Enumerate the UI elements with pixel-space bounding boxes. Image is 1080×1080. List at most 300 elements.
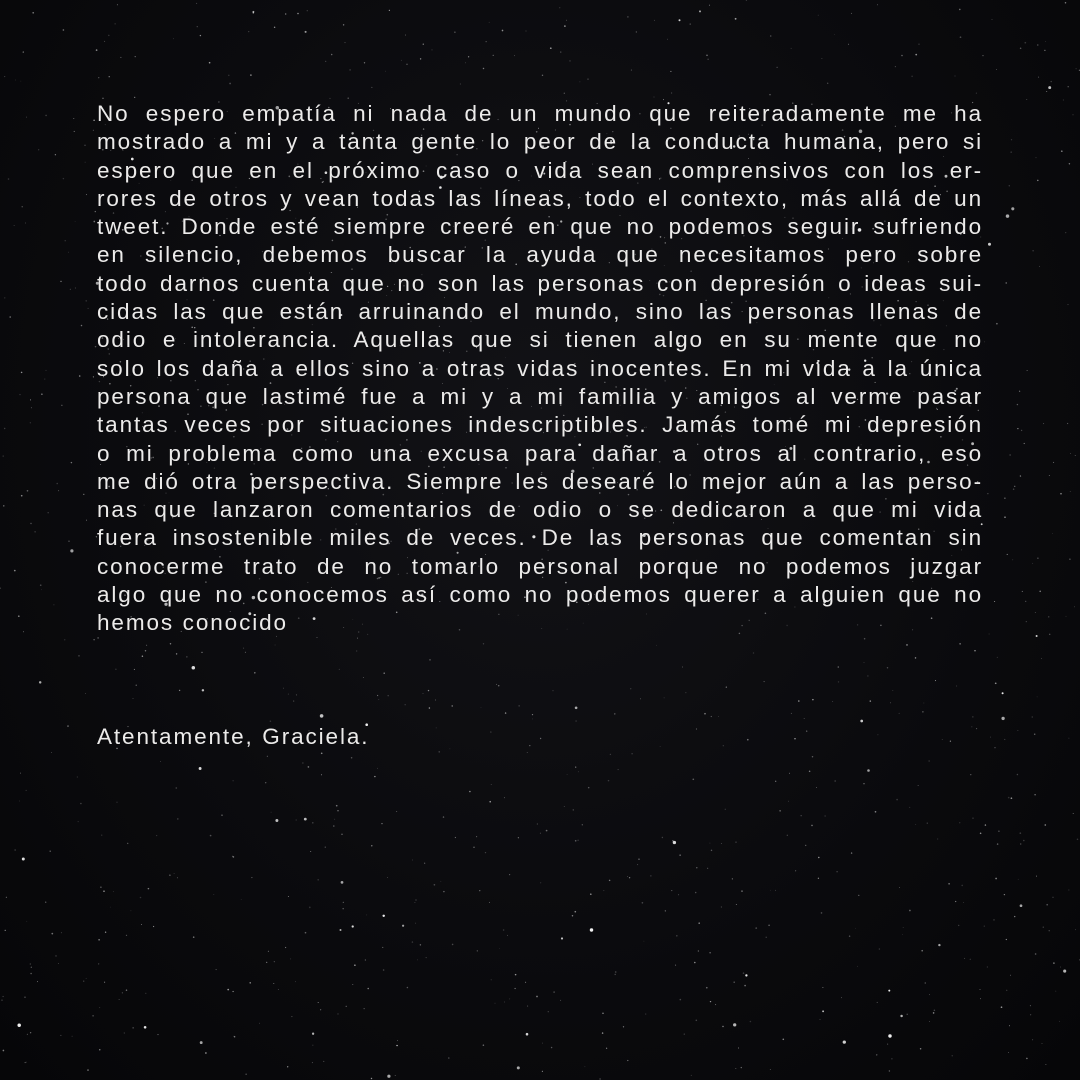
star <box>1069 558 1071 560</box>
star <box>929 1021 930 1022</box>
star <box>60 281 61 282</box>
star <box>606 1048 607 1049</box>
star <box>627 1060 628 1061</box>
star <box>514 988 515 989</box>
star <box>126 935 127 936</box>
star <box>337 810 338 811</box>
star <box>637 864 638 865</box>
star <box>352 984 353 985</box>
star <box>769 94 771 96</box>
star <box>1018 879 1019 880</box>
star <box>22 858 25 861</box>
star <box>196 3 197 4</box>
star <box>96 49 98 51</box>
star <box>17 1023 20 1026</box>
star <box>509 874 510 875</box>
letter-signature: Atentamente, Graciela. <box>97 723 370 749</box>
star <box>213 894 214 895</box>
letter-line: todo darnos cuenta que no son las personas con depresión o ideas sui- <box>97 270 983 296</box>
star <box>108 35 110 37</box>
star <box>504 797 505 798</box>
star <box>503 929 505 931</box>
star <box>50 851 51 852</box>
star <box>996 69 997 70</box>
star <box>982 55 983 56</box>
star <box>680 999 682 1001</box>
star <box>274 961 275 962</box>
star <box>1009 185 1010 186</box>
star <box>995 878 997 880</box>
star <box>285 13 286 14</box>
star <box>948 883 950 885</box>
star <box>1004 739 1005 740</box>
star <box>987 493 988 494</box>
star <box>1008 1052 1009 1053</box>
star <box>32 12 34 14</box>
star <box>250 74 252 76</box>
star <box>602 1013 604 1015</box>
star <box>1041 658 1042 659</box>
star <box>1004 894 1005 895</box>
star <box>93 130 94 131</box>
star <box>805 845 806 846</box>
star <box>310 851 311 852</box>
letter-body <box>97 100 983 638</box>
star <box>553 991 554 992</box>
star <box>177 818 179 820</box>
star <box>955 901 956 902</box>
letter-line: algo que no conocemos así como no podemos querer a alguien que no <box>97 582 983 608</box>
star <box>525 982 526 983</box>
star <box>477 950 478 951</box>
star <box>27 1034 28 1035</box>
star <box>86 300 87 301</box>
star <box>841 997 842 998</box>
star <box>440 881 441 882</box>
letter-line: conocerme trato de no tomarlo personal porque no podemos juzgar <box>97 553 983 579</box>
star <box>667 39 668 40</box>
star <box>420 944 421 945</box>
star <box>745 974 747 976</box>
star <box>313 1045 314 1046</box>
star <box>735 841 736 842</box>
star <box>19 801 20 802</box>
star <box>1051 81 1052 82</box>
star <box>486 41 487 42</box>
star <box>821 58 822 59</box>
star <box>317 879 319 881</box>
star <box>1032 250 1033 251</box>
star <box>574 911 576 913</box>
star <box>3 1050 5 1052</box>
star <box>973 818 974 819</box>
star <box>572 915 573 916</box>
star <box>3 505 4 506</box>
star <box>1005 282 1006 283</box>
star <box>801 815 802 816</box>
star <box>654 20 655 21</box>
letter-line: en silencio, debemos buscar la ayuda que necesitamos pero sobre <box>97 242 983 268</box>
star <box>698 950 699 951</box>
star <box>899 887 900 888</box>
star <box>227 989 229 991</box>
star <box>915 824 916 825</box>
star <box>367 988 369 990</box>
star <box>567 774 568 775</box>
star <box>654 97 655 98</box>
star <box>1022 591 1023 592</box>
star <box>1035 612 1036 613</box>
star <box>365 959 366 960</box>
star <box>347 97 348 98</box>
star <box>679 854 680 855</box>
star <box>779 810 780 811</box>
star <box>526 31 527 32</box>
star <box>414 902 415 903</box>
star <box>491 979 492 980</box>
star <box>1020 904 1023 907</box>
star <box>141 924 142 925</box>
star <box>768 924 770 926</box>
star <box>918 43 919 44</box>
star <box>343 902 344 903</box>
star <box>1077 839 1079 841</box>
star <box>382 915 384 917</box>
letter <box>97 100 983 751</box>
star <box>56 483 58 485</box>
star <box>1039 591 1041 593</box>
star <box>735 1068 736 1069</box>
star <box>156 835 157 836</box>
star <box>26 1062 27 1063</box>
star <box>1043 423 1044 424</box>
star <box>1053 462 1054 463</box>
star <box>1032 1039 1033 1040</box>
star <box>711 850 712 851</box>
star <box>1034 734 1035 735</box>
star <box>290 958 291 959</box>
star <box>1006 990 1007 991</box>
star <box>63 178 64 179</box>
star <box>9 316 11 318</box>
star <box>627 876 628 877</box>
star <box>994 601 995 602</box>
star <box>1066 616 1067 617</box>
star <box>364 1008 365 1009</box>
star <box>585 1066 586 1067</box>
star <box>30 973 32 975</box>
star <box>117 802 118 803</box>
star <box>330 98 331 99</box>
star <box>629 877 630 878</box>
star <box>1037 44 1038 45</box>
star <box>1034 794 1035 795</box>
star <box>560 1000 561 1001</box>
star <box>1073 114 1074 115</box>
star <box>608 780 610 782</box>
star <box>1049 634 1050 635</box>
star <box>959 9 961 11</box>
star <box>209 62 211 64</box>
star <box>564 93 565 94</box>
star <box>193 936 195 938</box>
star <box>1008 797 1010 799</box>
star <box>325 61 326 62</box>
star <box>37 981 38 982</box>
star <box>1048 86 1051 89</box>
star <box>708 59 709 60</box>
star <box>252 11 254 13</box>
star <box>30 423 31 424</box>
star <box>343 24 344 25</box>
star <box>103 890 105 892</box>
star <box>901 55 903 57</box>
star <box>1024 42 1026 44</box>
star <box>200 1041 203 1044</box>
star <box>1052 533 1053 534</box>
star <box>1018 730 1019 731</box>
star <box>452 944 454 946</box>
star <box>514 55 515 56</box>
star <box>1009 454 1010 455</box>
star <box>694 962 696 964</box>
star <box>857 966 858 967</box>
star <box>1 1000 2 1001</box>
star <box>396 1045 397 1046</box>
star <box>575 840 577 842</box>
star <box>855 928 856 929</box>
star <box>1068 890 1069 891</box>
star <box>741 890 743 892</box>
star <box>157 1034 158 1035</box>
star <box>955 76 956 77</box>
star <box>499 948 500 949</box>
star <box>963 902 964 903</box>
star <box>665 910 666 911</box>
star <box>542 1071 543 1072</box>
star <box>566 20 567 21</box>
star <box>789 773 790 774</box>
star <box>25 223 26 224</box>
letter-line: nas que lanzaron comentarios de odio o se dedicaron a que mi vida <box>97 497 983 523</box>
star <box>278 989 279 990</box>
star <box>273 983 274 984</box>
star <box>268 951 269 952</box>
star <box>383 969 385 971</box>
star <box>6 897 7 898</box>
star <box>58 963 59 964</box>
star <box>1007 554 1008 555</box>
star <box>610 754 611 755</box>
star <box>100 886 102 888</box>
star <box>575 767 576 768</box>
star <box>483 1044 485 1046</box>
star <box>992 19 993 20</box>
star <box>401 60 402 61</box>
star <box>30 1032 31 1033</box>
star <box>994 747 995 748</box>
star <box>1032 563 1033 564</box>
star <box>23 51 24 52</box>
star <box>31 407 32 408</box>
star <box>725 809 726 810</box>
star <box>22 206 23 207</box>
star <box>776 67 777 68</box>
star <box>26 921 27 922</box>
star <box>1059 1021 1060 1022</box>
star <box>98 963 99 964</box>
star <box>377 768 378 769</box>
star <box>320 1009 321 1010</box>
star <box>483 68 484 69</box>
star <box>104 41 105 42</box>
star <box>1048 616 1049 617</box>
star <box>46 370 47 371</box>
star <box>88 308 89 309</box>
star <box>1038 77 1039 78</box>
star <box>818 15 819 16</box>
star <box>420 58 421 59</box>
star <box>41 589 42 590</box>
star <box>415 923 416 924</box>
star <box>39 681 41 683</box>
star <box>233 856 235 858</box>
star <box>51 933 53 935</box>
star <box>1044 50 1045 51</box>
star <box>875 811 877 813</box>
star <box>127 843 128 844</box>
star <box>929 994 930 995</box>
star <box>902 934 903 935</box>
star <box>44 379 45 380</box>
star <box>994 919 995 920</box>
star <box>0 588 1 589</box>
star <box>465 62 466 63</box>
star <box>564 806 565 807</box>
star <box>618 769 619 770</box>
star <box>746 0 747 1</box>
star <box>312 1062 313 1063</box>
star <box>888 1034 891 1037</box>
star <box>561 937 563 939</box>
star <box>407 987 409 989</box>
star <box>489 801 491 803</box>
star <box>495 1003 496 1004</box>
star <box>643 941 644 942</box>
star <box>145 993 146 994</box>
star <box>888 990 890 992</box>
star <box>934 1010 936 1012</box>
star <box>527 1006 528 1007</box>
star <box>1009 1025 1010 1026</box>
star <box>309 907 311 909</box>
star <box>119 999 120 1000</box>
star <box>970 959 971 960</box>
star <box>30 399 31 400</box>
star <box>3 996 4 997</box>
star <box>671 93 672 94</box>
star <box>1037 180 1039 182</box>
star <box>232 991 233 992</box>
star <box>1010 975 1011 976</box>
star <box>1004 516 1006 518</box>
star <box>396 811 397 812</box>
star <box>980 989 981 990</box>
star <box>721 843 722 844</box>
star <box>537 823 538 824</box>
star <box>515 974 517 976</box>
star <box>424 863 425 864</box>
star <box>990 737 991 738</box>
star <box>1021 476 1022 477</box>
star <box>877 1002 878 1003</box>
star <box>933 1012 935 1014</box>
star <box>985 824 986 825</box>
star <box>921 950 923 952</box>
star <box>80 803 82 805</box>
star <box>412 941 413 942</box>
star <box>23 631 24 632</box>
star <box>135 56 136 57</box>
star <box>903 927 904 928</box>
star <box>205 1052 207 1054</box>
star <box>964 958 965 959</box>
letter-line: persona que lastimé fue a mi y a mi familia y amigos al verme pasar <box>97 383 983 409</box>
star <box>679 19 681 21</box>
star <box>27 490 29 492</box>
star <box>318 1002 319 1003</box>
star <box>81 325 83 327</box>
star <box>493 55 494 56</box>
star <box>851 13 852 14</box>
star <box>770 35 771 36</box>
letter-line: cidas las que están arruinando el mundo, sino las personas llenas de <box>97 299 983 325</box>
star <box>469 791 471 793</box>
star <box>197 26 198 27</box>
star <box>1002 692 1004 694</box>
star <box>18 615 20 617</box>
star <box>1043 927 1044 928</box>
star <box>160 761 161 762</box>
star <box>14 225 15 226</box>
star <box>58 490 59 491</box>
star <box>980 998 981 999</box>
star <box>518 837 519 838</box>
star <box>542 75 543 76</box>
star <box>750 1021 752 1023</box>
star <box>834 34 835 35</box>
star <box>5 930 6 931</box>
star <box>417 960 418 961</box>
star <box>15 80 16 81</box>
star <box>4 297 5 298</box>
star <box>1019 391 1020 392</box>
star <box>1017 428 1018 429</box>
star <box>1013 488 1014 489</box>
star <box>485 852 486 853</box>
star <box>1011 139 1012 140</box>
star <box>631 753 632 754</box>
star <box>86 194 87 195</box>
star <box>1001 1006 1003 1008</box>
star <box>709 952 710 953</box>
star <box>709 843 710 844</box>
star <box>766 937 767 938</box>
star <box>144 1026 147 1029</box>
star <box>1046 904 1048 906</box>
star <box>133 1027 134 1028</box>
star <box>929 761 930 762</box>
